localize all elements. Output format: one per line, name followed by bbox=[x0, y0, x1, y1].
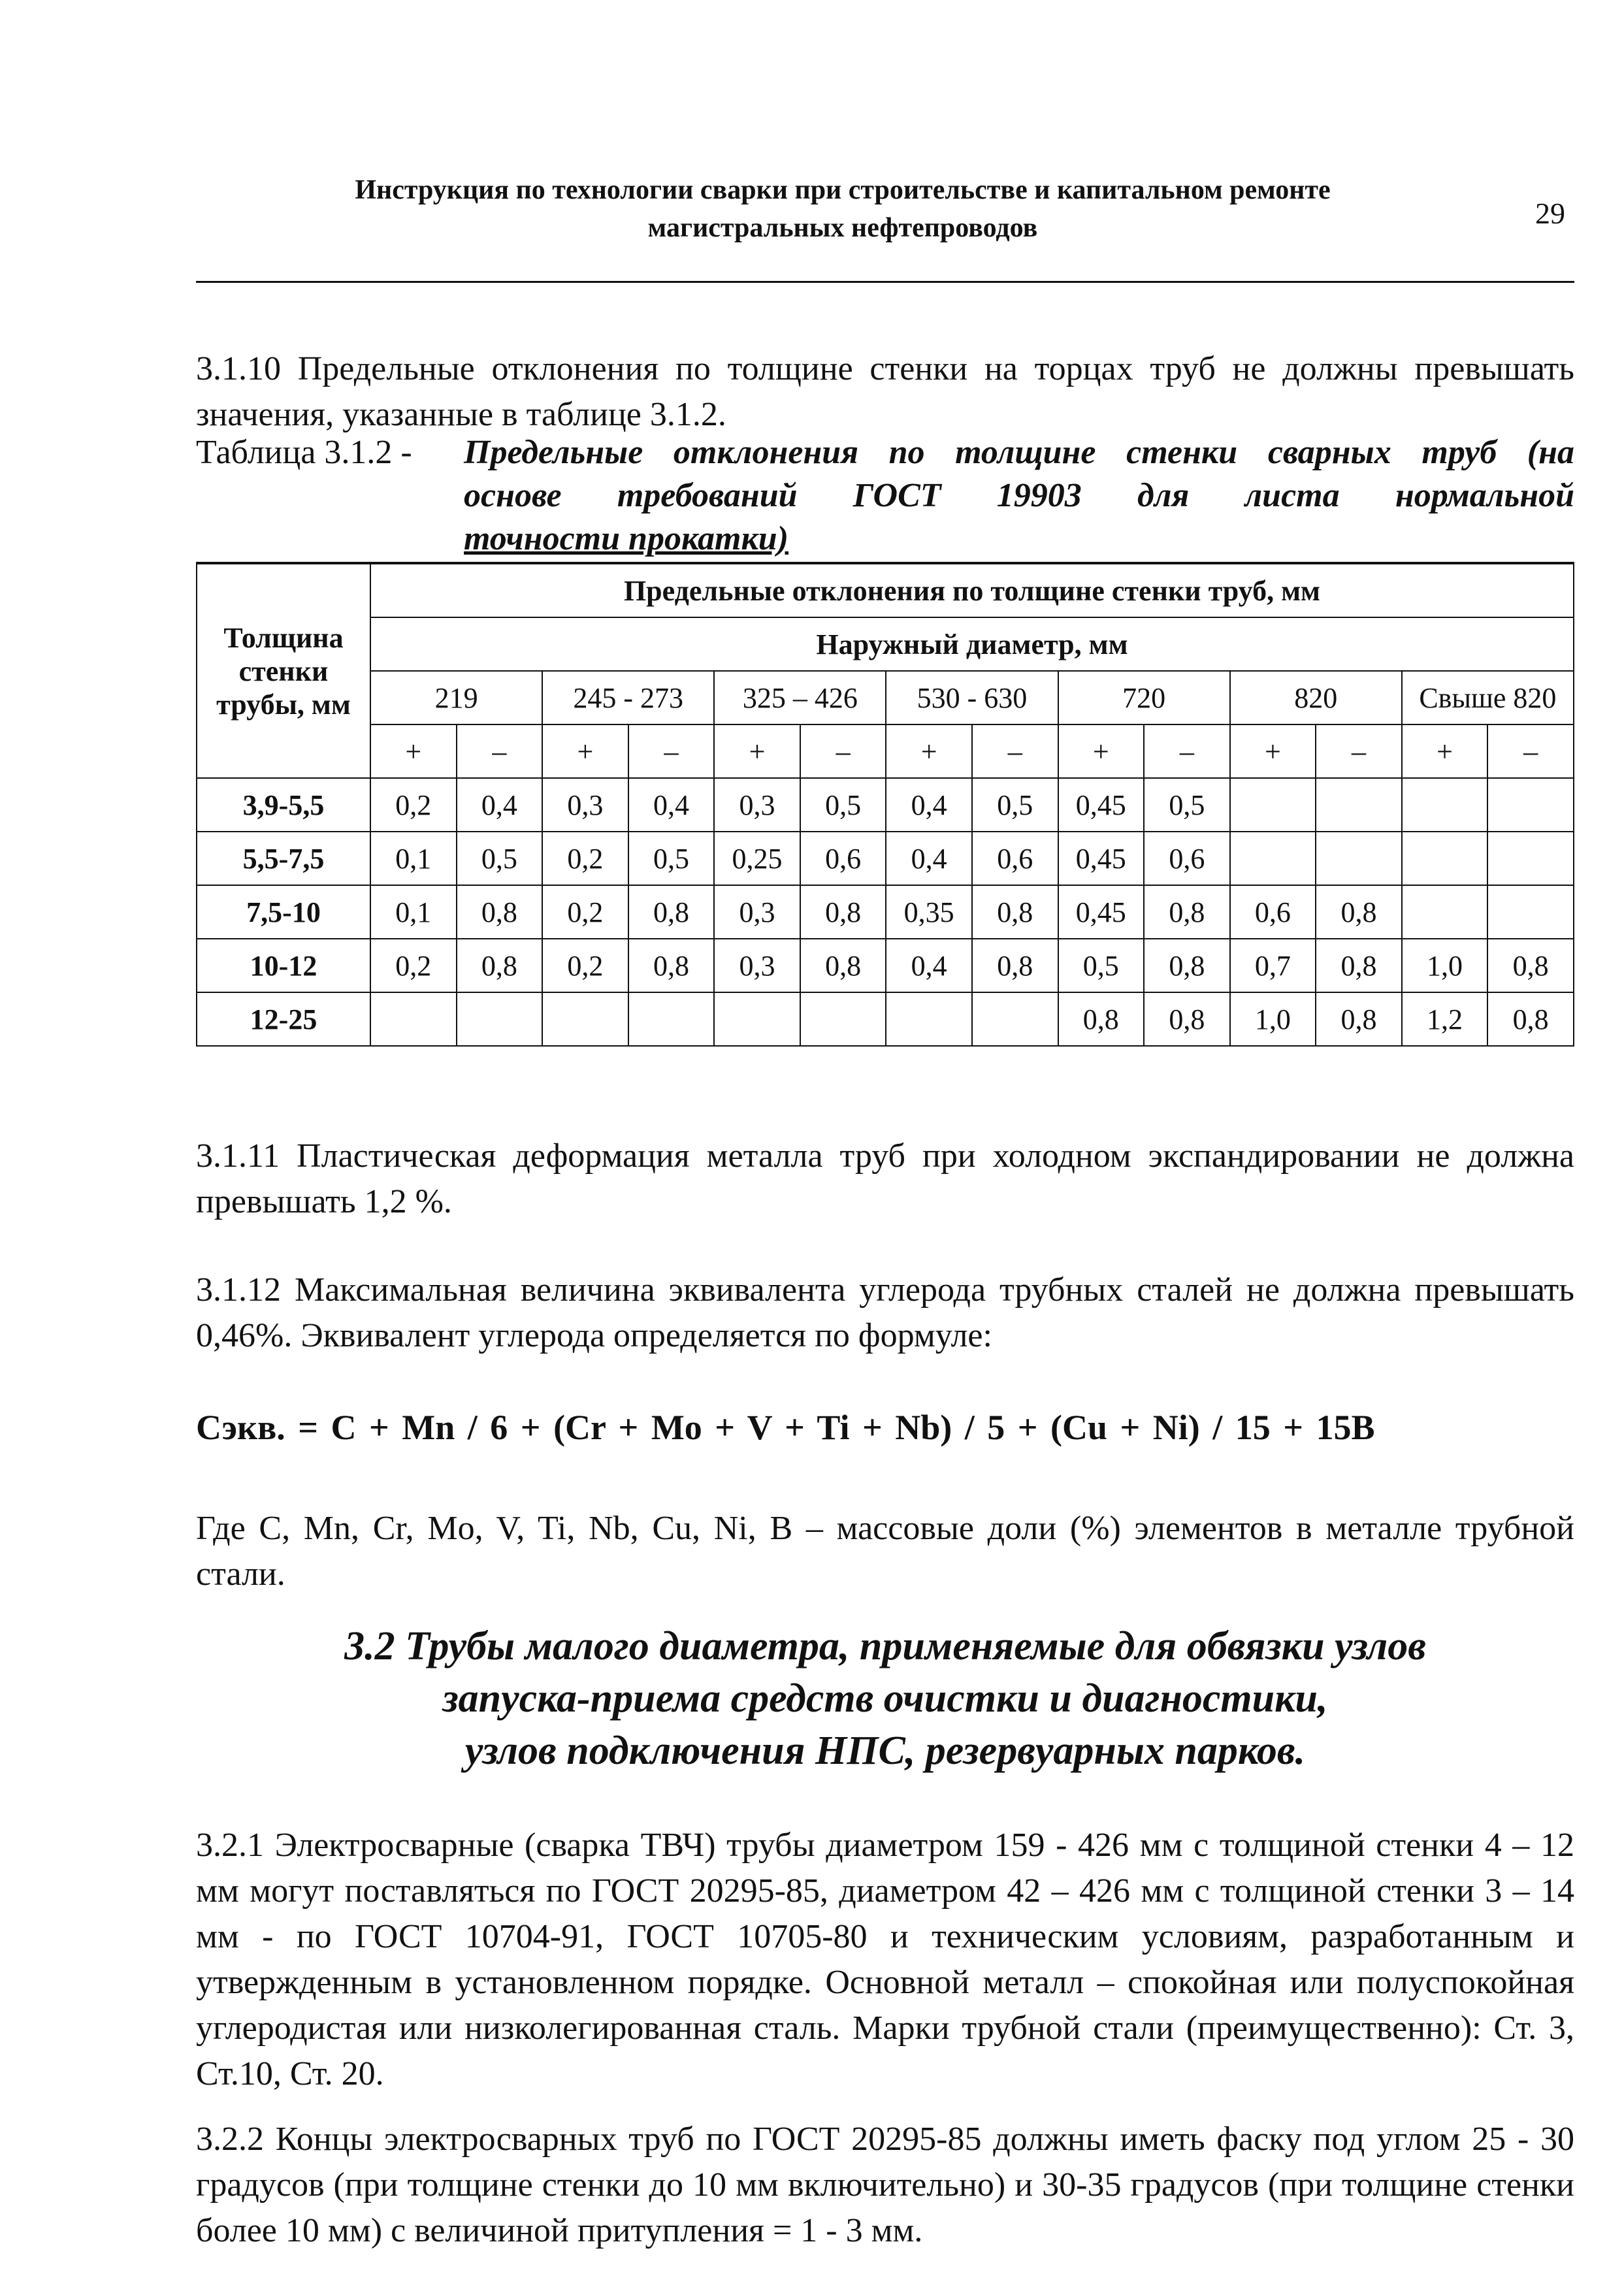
diameter-header: 820 bbox=[1230, 671, 1402, 724]
sign-minus: – bbox=[1487, 724, 1574, 778]
table-cell: 0,6 bbox=[800, 832, 886, 885]
table-cell: 1,2 bbox=[1402, 992, 1488, 1046]
table-cell bbox=[628, 992, 715, 1046]
table-cell: 0,8 bbox=[1316, 939, 1402, 992]
table-cell: 0,25 bbox=[714, 832, 800, 885]
table-cell: 0,8 bbox=[1316, 885, 1402, 939]
header-title-line2: магистральных нефтепроводов bbox=[647, 213, 1038, 243]
sign-plus: + bbox=[886, 724, 972, 778]
table-cell bbox=[1402, 885, 1488, 939]
table-cell: 0,8 bbox=[800, 939, 886, 992]
table-row bbox=[197, 832, 1574, 885]
page-header-title bbox=[196, 171, 1489, 247]
table-top-header: Предельные отклонения по толщине стенки труб, мм bbox=[370, 563, 1574, 617]
table-cell: 0,8 bbox=[1144, 885, 1230, 939]
table-cell: 0,8 bbox=[628, 939, 715, 992]
sign-minus: – bbox=[457, 724, 543, 778]
table-cell: 0,4 bbox=[886, 832, 972, 885]
section-3-2-title bbox=[196, 1620, 1574, 1777]
table-cell: 0,5 bbox=[1144, 778, 1230, 832]
table-cell: 0,1 bbox=[370, 832, 457, 885]
table-cell: 0,6 bbox=[1230, 885, 1316, 939]
table-row bbox=[197, 885, 1574, 939]
sign-minus: – bbox=[1316, 724, 1402, 778]
table-cell bbox=[1402, 832, 1488, 885]
table-cell: 0,2 bbox=[542, 939, 628, 992]
table-cell bbox=[1487, 778, 1574, 832]
table-cell bbox=[1316, 778, 1402, 832]
table-cell: 0,6 bbox=[1144, 832, 1230, 885]
table-caption-line2: основе требований ГОСТ 19903 для листа нормальной bbox=[464, 477, 1574, 514]
table-cell: 0,3 bbox=[714, 939, 800, 992]
section-title-line1: 3.2 Трубы малого диаметра, применяемые для обвязки узлов bbox=[344, 1624, 1426, 1668]
paragraph-3-1-11: 3.1.11 Пластическая деформация металла труб при холодном экспандировании не должна превышать 1,2 %. bbox=[196, 1137, 1574, 1220]
table-cell: 1,0 bbox=[1402, 939, 1488, 992]
paragraph-3-1-12: 3.1.12 Максимальная величина эквивалента углерода трубных сталей не должна превышать 0,46%. Эквивалент углерода определяется по формуле: bbox=[196, 1271, 1574, 1354]
diameter-header: 325 – 426 bbox=[714, 671, 886, 724]
table-sub-header: Наружный диаметр, мм bbox=[370, 617, 1574, 671]
table-cell bbox=[972, 992, 1058, 1046]
table-row bbox=[197, 939, 1574, 992]
paragraph-3-1-10: 3.1.10 Предельные отклонения по толщине стенки на торцах труб не должны превышать значения, указанные в таблице 3.1.2. bbox=[196, 350, 1574, 433]
diameter-header: Свыше 820 bbox=[1402, 671, 1574, 724]
table-cell bbox=[886, 992, 972, 1046]
row-header-label: Толщина стенки трубы, мм bbox=[197, 563, 370, 778]
table-cell: 0,3 bbox=[714, 885, 800, 939]
table-row bbox=[197, 992, 1574, 1046]
table-cell: 0,3 bbox=[714, 778, 800, 832]
table-cell bbox=[457, 992, 543, 1046]
sign-plus: + bbox=[542, 724, 628, 778]
table-cell: 0,4 bbox=[886, 778, 972, 832]
diameter-header: 219 bbox=[370, 671, 542, 724]
row-label: 10-12 bbox=[197, 939, 370, 992]
section-title-line3: узлов подключения НПС, резервуарных парков. bbox=[464, 1729, 1306, 1773]
sign-minus: – bbox=[800, 724, 886, 778]
sign-plus: + bbox=[1058, 724, 1145, 778]
table-cell: 0,35 bbox=[886, 885, 972, 939]
table-caption-lead: Таблица 3.1.2 - bbox=[196, 434, 412, 471]
table-caption-title bbox=[464, 431, 1574, 561]
table-cell: 0,8 bbox=[457, 885, 543, 939]
table-cell: 0,2 bbox=[370, 939, 457, 992]
sign-plus: + bbox=[1230, 724, 1316, 778]
table-cell: 0,4 bbox=[628, 778, 715, 832]
table-cell: 0,45 bbox=[1058, 832, 1145, 885]
tolerance-table bbox=[196, 562, 1574, 1047]
paragraph-3-2-1: 3.2.1 Электросварные (сварка ТВЧ) трубы диаметром 159 - 426 мм с толщиной стенки 4 – 12 мм могут поставляться по ГОСТ 20295-85, диаметром 42 – 426 мм с толщиной стенки 3 – 14 мм - по ГОСТ 10704-91, ГОСТ 10705-80 и техническим условиям, разработанным и утвержденным в установленном порядке. Основной металл – спокойная или полуспокойная углеродистая или низколегированная сталь. Марки трубной стали (преимущественно): Ст. 3, Ст.10, Ст. 20. bbox=[196, 1827, 1574, 2092]
sign-minus: – bbox=[972, 724, 1058, 778]
table-caption-line3: точности прокатки) bbox=[464, 520, 789, 557]
page-number: 29 bbox=[1535, 197, 1565, 230]
table-cell bbox=[1230, 832, 1316, 885]
sign-plus: + bbox=[1402, 724, 1488, 778]
table-cell: 0,5 bbox=[628, 832, 715, 885]
table-cell: 0,6 bbox=[972, 832, 1058, 885]
table-cell: 0,8 bbox=[1144, 939, 1230, 992]
row-label: 5,5-7,5 bbox=[197, 832, 370, 885]
table-cell: 0,3 bbox=[542, 778, 628, 832]
table-cell: 0,8 bbox=[800, 885, 886, 939]
diameter-header: 530 - 630 bbox=[886, 671, 1058, 724]
table-cell: 0,45 bbox=[1058, 778, 1145, 832]
row-label: 7,5-10 bbox=[197, 885, 370, 939]
carbon-equivalent-formula: Сэкв. = C + Mn / 6 + (Cr + Mo + V + Ti + Nb) / 5 + (Cu + Ni) / 15 + 15B bbox=[196, 1408, 1375, 1447]
table-cell: 0,2 bbox=[370, 778, 457, 832]
paragraph-3-2-2: 3.2.2 Концы электросварных труб по ГОСТ 20295-85 должны иметь фаску под углом 25 - 30 градусов (при толщине стенки до 10 мм включительно) и 30-35 градусов (при толщине стенки более 10 мм) с величиной притупления = 1 - 3 мм. bbox=[196, 2121, 1574, 2249]
table-cell bbox=[1487, 885, 1574, 939]
header-divider bbox=[196, 281, 1574, 283]
table-cell: 0,4 bbox=[886, 939, 972, 992]
header-title-line1: Инструкция по технологии сварки при строительстве и капитальном ремонте bbox=[355, 175, 1331, 205]
paragraph-where: Где C, Mn, Cr, Mo, V, Ti, Nb, Cu, Ni, B – массовые доли (%) элементов в металле трубной стали. bbox=[196, 1510, 1574, 1593]
table-cell: 0,8 bbox=[1487, 939, 1574, 992]
section-title-line2: запуска-приема средств очистки и диагностики, bbox=[442, 1676, 1328, 1721]
row-label: 12-25 bbox=[197, 992, 370, 1046]
sign-plus: + bbox=[714, 724, 800, 778]
table-cell bbox=[800, 992, 886, 1046]
table-cell: 0,8 bbox=[1058, 992, 1145, 1046]
table-cell: 0,8 bbox=[1487, 992, 1574, 1046]
table-cell bbox=[1316, 832, 1402, 885]
table-cell bbox=[1402, 778, 1488, 832]
table-cell: 0,1 bbox=[370, 885, 457, 939]
sign-plus: + bbox=[370, 724, 457, 778]
sign-minus: – bbox=[628, 724, 715, 778]
table-cell: 0,5 bbox=[1058, 939, 1145, 992]
row-label: 3,9-5,5 bbox=[197, 778, 370, 832]
table-cell: 0,7 bbox=[1230, 939, 1316, 992]
table-cell: 0,45 bbox=[1058, 885, 1145, 939]
table-cell bbox=[542, 992, 628, 1046]
diameter-header: 720 bbox=[1058, 671, 1230, 724]
table-cell: 0,5 bbox=[972, 778, 1058, 832]
table-cell: 0,8 bbox=[972, 885, 1058, 939]
table-cell: 0,5 bbox=[800, 778, 886, 832]
diameter-header: 245 - 273 bbox=[542, 671, 714, 724]
table-cell: 0,8 bbox=[457, 939, 543, 992]
table-cell: 0,2 bbox=[542, 832, 628, 885]
sign-minus: – bbox=[1144, 724, 1230, 778]
table-cell: 0,8 bbox=[1144, 992, 1230, 1046]
table-caption-line1: Предельные отклонения по толщине стенки сварных труб (на bbox=[464, 434, 1574, 471]
table-cell: 1,0 bbox=[1230, 992, 1316, 1046]
table-cell: 0,8 bbox=[1316, 992, 1402, 1046]
table-cell: 0,8 bbox=[628, 885, 715, 939]
table-cell: 0,4 bbox=[457, 778, 543, 832]
table-cell: 0,5 bbox=[457, 832, 543, 885]
table-cell bbox=[1230, 778, 1316, 832]
table-cell bbox=[714, 992, 800, 1046]
table-cell: 0,8 bbox=[972, 939, 1058, 992]
table-cell: 0,2 bbox=[542, 885, 628, 939]
table-cell bbox=[1487, 832, 1574, 885]
table-cell bbox=[370, 992, 457, 1046]
table-row bbox=[197, 778, 1574, 832]
